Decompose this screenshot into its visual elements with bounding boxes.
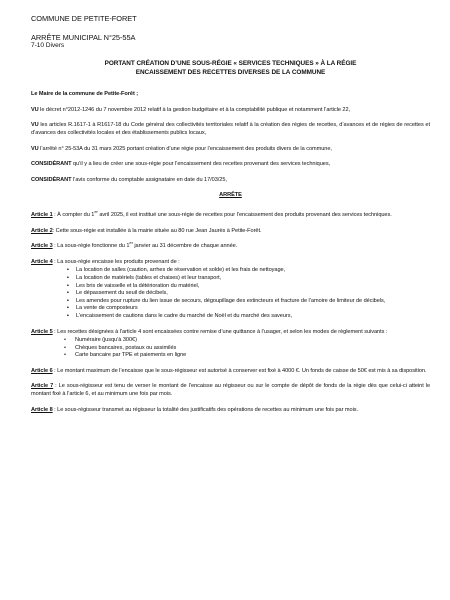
bullet-icon: • bbox=[64, 352, 66, 359]
list-item bbox=[67, 290, 430, 298]
article-4-text: : La sous-régie encaisse les produits provenant de : bbox=[52, 258, 180, 265]
list-item-text: La location de matériels (tables et chaises) et leur transport, bbox=[76, 274, 222, 281]
list-item bbox=[67, 283, 430, 291]
article-5-text: : Les recettes désignées à l’article 4 sont encaissées contre remise d’une quittance à l’usager, et selon les modes de règlement suivants : bbox=[52, 328, 388, 335]
list-item bbox=[64, 337, 430, 345]
article-7-text: : Le sous-régisseur est tenu de verser le montant de l’encaisse au régisseur ou sur le compte de dépôt de fonds de la régie dès que celui-ci atteint le montant fixé à l’article 6, et au minimum une fois par mois. bbox=[31, 383, 431, 398]
article-4-list bbox=[31, 267, 430, 320]
vu-articles-text: les articles R.1617-1 à R1617-18 du Code général des collectivités territoriales relatif à la création des régies de recettes, d’avances et de régies de recettes et d’avances des collectivités locales et des établissements publics locaux, bbox=[31, 122, 430, 136]
superscript: er bbox=[129, 240, 133, 246]
vu-decree bbox=[31, 107, 430, 115]
article-5 bbox=[31, 329, 430, 337]
list-item-text: Les bris de vaisselle et la détérioration du matériel, bbox=[76, 282, 200, 289]
list-item-text: L’encaissement de cautions dans le cadre du marché de Noël et du marché des saveurs, bbox=[76, 312, 292, 319]
list-item bbox=[64, 345, 430, 353]
article-1 bbox=[31, 209, 430, 220]
vu-label: VU bbox=[31, 106, 39, 113]
article-4 bbox=[31, 259, 430, 267]
vu-decree-text: le décret n°2012-1246 du 7 novembre 2012 relatif à la gestion budgétaire et à la comptabilité publique et notamment l’article 22, bbox=[38, 106, 351, 113]
document-title bbox=[31, 60, 430, 77]
bullet-icon: ▪ bbox=[67, 312, 69, 319]
article-label: Article 8 bbox=[31, 406, 53, 413]
arrete-heading: ARRÊTE bbox=[219, 192, 242, 199]
article-label: Article 4 bbox=[31, 258, 53, 265]
article-2 bbox=[31, 228, 430, 236]
list-item bbox=[67, 267, 430, 275]
article-label: Article 6 bbox=[31, 367, 53, 374]
mayor-text: Le Maire de la commune de Petite-Forêt ; bbox=[31, 91, 139, 98]
list-item-text: La vente de composteurs bbox=[76, 305, 138, 312]
considerant-label: CONSIDÉRANT bbox=[31, 161, 72, 168]
list-item bbox=[64, 352, 430, 360]
vu-arrete bbox=[31, 146, 430, 154]
bullet-icon: ▪ bbox=[67, 290, 69, 297]
article-label: Article 1 bbox=[31, 211, 53, 218]
bullet-icon: • bbox=[64, 337, 66, 344]
list-item-text: Carte bancaire par TPE et paiements en ligne bbox=[75, 352, 187, 359]
bullet-icon: ▪ bbox=[67, 282, 69, 289]
bullet-icon: • bbox=[64, 344, 66, 351]
article-label: Article 7 bbox=[31, 383, 54, 390]
considerant-1-text: qu’il y a lieu de créer une sous-régie pour l’encaissement des recettes provenant des services techniques, bbox=[71, 161, 331, 168]
article-1-text-b: avril 2025, il est institué une sous-régie de recettes pour l’encaissement des produits provenant des services techniques. bbox=[97, 211, 392, 218]
vu-articles bbox=[31, 122, 430, 137]
article-label: Article 2 bbox=[31, 227, 53, 234]
article-label: Article 5 bbox=[31, 328, 53, 335]
classification: 7-10 Divers bbox=[31, 42, 65, 50]
arrete-number: ARRÊTE MUNICIPAL N°25-55A bbox=[31, 33, 136, 43]
article-5-list bbox=[31, 337, 430, 360]
article-8 bbox=[31, 407, 430, 415]
article-label: Article 3 bbox=[31, 243, 53, 250]
vu-label: VU bbox=[31, 145, 39, 152]
article-6-text: : Le montant maximum de l’encaisse que le sous-régisseur est autorisé à conserver est fixé à 4000 €. Un fonds de caisse de 50€ est mis à sa disposition. bbox=[52, 367, 427, 374]
list-item-text: Numéraire (jusqu’à 300€) bbox=[75, 337, 137, 344]
header-block bbox=[31, 14, 430, 50]
vu-label: VU bbox=[31, 122, 39, 129]
superscript: er bbox=[94, 209, 98, 215]
bullet-icon: ▪ bbox=[67, 297, 69, 304]
list-item-text: Chèques bancaires, postaux ou assimilés bbox=[75, 344, 177, 351]
considerant-1 bbox=[31, 161, 430, 169]
bullet-icon: ▪ bbox=[67, 267, 69, 274]
list-item-text: La location de salles (caution, arrhes de réservation et solde) et les frais de nettoyage, bbox=[76, 267, 286, 274]
article-3 bbox=[31, 240, 430, 251]
list-item-text: Les amendes pour rupture du lien issue de secours, dégoupillage des extincteurs et fracture de l’amoire de limiteur de décibels, bbox=[76, 297, 386, 304]
list-item bbox=[67, 313, 430, 321]
list-item bbox=[67, 305, 430, 313]
considerant-2 bbox=[31, 177, 430, 185]
article-3-text-a: : La sous-régie fonctionne du 1 bbox=[52, 243, 130, 250]
article-8-text: : Le sous-régisseur transmet au régisseur la totalité des justificatifs des opérations de recettes au minimum une fois par mois. bbox=[52, 406, 359, 413]
article-6 bbox=[31, 368, 430, 376]
article-1-text-a: : À compter du 1 bbox=[52, 211, 95, 218]
list-item bbox=[67, 275, 430, 283]
bullet-icon: ▪ bbox=[67, 305, 69, 312]
bullet-icon: ▪ bbox=[67, 274, 69, 281]
considerant-2-text: l’avis conforme du comptable assignataire en date du 17/03/25, bbox=[71, 176, 227, 183]
list-item-text: Le dépassement du seuil de décibels, bbox=[76, 290, 168, 297]
list-item bbox=[67, 298, 430, 306]
title-line-1: PORTANT CRÉATION D’UNE SOUS-RÉGIE « SERVICES TECHNIQUES » À LA RÉGIE bbox=[104, 60, 357, 68]
title-line-2: ENCAISSEMENT DES RECETTES DIVERSES DE LA COMMUNE bbox=[135, 68, 326, 76]
considerant-label: CONSIDÉRANT bbox=[31, 176, 72, 183]
article-7 bbox=[31, 383, 430, 398]
vu-arrete-text: l’arrêté n° 25-53A du 31 mars 2025 portant création d’une régie pour l’encaissement des produits divers de la commune, bbox=[38, 145, 332, 152]
article-2-text: : Cette sous-régie est installée à la mairie située au 80 rue Jean Jaurès à Petite-Forêt. bbox=[52, 227, 262, 234]
article-3-text-b: janvier au 31 décembre de chaque année. bbox=[132, 243, 238, 250]
commune-name: COMMUNE DE PETITE-FORET bbox=[31, 14, 137, 23]
mayor-line bbox=[31, 91, 430, 99]
